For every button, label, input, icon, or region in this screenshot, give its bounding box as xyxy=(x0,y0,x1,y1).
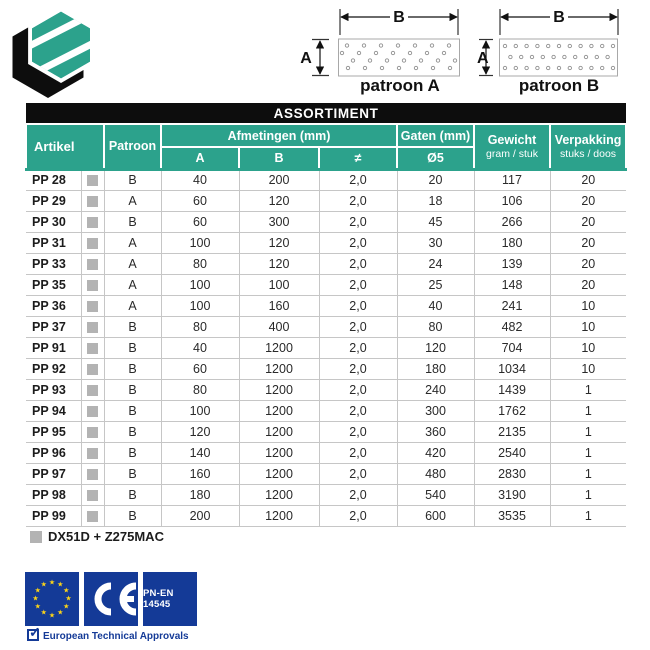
cell-thickness: 2,0 xyxy=(319,505,397,526)
table-row xyxy=(26,463,626,484)
cell-a: 120 xyxy=(161,421,239,442)
cell-thickness: 2,0 xyxy=(319,295,397,316)
table-row xyxy=(26,379,626,400)
table-row xyxy=(26,421,626,442)
table-row xyxy=(26,484,626,505)
col-header-verpakking-sub: stuks / doos xyxy=(560,147,617,160)
cell-a: 40 xyxy=(161,337,239,358)
material-swatch-icon xyxy=(81,358,104,379)
cell-thickness: 2,0 xyxy=(319,274,397,295)
material-swatch-icon xyxy=(81,379,104,400)
cell-gaten: 120 xyxy=(397,337,474,358)
cell-b: 300 xyxy=(239,211,319,232)
cell-verpakking: 10 xyxy=(550,337,626,358)
cell-b: 200 xyxy=(239,169,319,190)
cell-patroon: B xyxy=(104,316,161,337)
material-swatch-icon xyxy=(81,463,104,484)
cell-artikel: PP 28 xyxy=(26,169,81,190)
material-swatch-icon xyxy=(81,253,104,274)
col-header-gewicht-sub: gram / stuk xyxy=(486,147,538,160)
cell-gewicht: 1034 xyxy=(474,358,550,379)
cell-patroon: B xyxy=(104,421,161,442)
table-row xyxy=(26,211,626,232)
cell-verpakking: 20 xyxy=(550,169,626,190)
cell-artikel: PP 94 xyxy=(26,400,81,421)
cell-artikel: PP 33 xyxy=(26,253,81,274)
cell-b: 1200 xyxy=(239,463,319,484)
material-swatch-icon xyxy=(81,232,104,253)
cell-thickness: 2,0 xyxy=(319,253,397,274)
cell-gaten: 240 xyxy=(397,379,474,400)
cell-artikel: PP 98 xyxy=(26,484,81,505)
cell-thickness: 2,0 xyxy=(319,400,397,421)
cell-b: 1200 xyxy=(239,400,319,421)
eu-star-icon: ★ xyxy=(48,579,56,586)
cell-gaten: 180 xyxy=(397,358,474,379)
eta-checkbox-icon xyxy=(27,624,41,641)
patroon-b-caption: patroon B xyxy=(518,76,600,95)
cell-gaten: 300 xyxy=(397,400,474,421)
cell-artikel: PP 29 xyxy=(26,190,81,211)
cell-thickness: 2,0 xyxy=(319,337,397,358)
cell-a: 80 xyxy=(161,253,239,274)
eu-star-icon: ★ xyxy=(57,581,64,589)
table-row xyxy=(26,400,626,421)
cell-artikel: PP 36 xyxy=(26,295,81,316)
cell-patroon: A xyxy=(104,190,161,211)
col-header-verpakking xyxy=(550,124,626,169)
cell-b: 120 xyxy=(239,253,319,274)
col-header-gewicht xyxy=(474,124,550,169)
cell-b: 1200 xyxy=(239,379,319,400)
cell-a: 100 xyxy=(161,232,239,253)
cell-artikel: PP 95 xyxy=(26,421,81,442)
col-header-thickness: ≠ xyxy=(319,147,397,169)
cell-verpakking: 1 xyxy=(550,442,626,463)
material-footnote xyxy=(30,529,164,544)
cell-patroon: B xyxy=(104,379,161,400)
cell-verpakking: 20 xyxy=(550,190,626,211)
cell-thickness: 2,0 xyxy=(319,484,397,505)
cell-artikel: PP 93 xyxy=(26,379,81,400)
cell-patroon: A xyxy=(104,253,161,274)
cell-thickness: 2,0 xyxy=(319,190,397,211)
cell-patroon: A xyxy=(104,274,161,295)
cell-verpakking: 1 xyxy=(550,505,626,526)
material-swatch-icon xyxy=(81,442,104,463)
material-swatch-icon xyxy=(81,211,104,232)
cell-verpakking: 20 xyxy=(550,274,626,295)
cell-patroon: B xyxy=(104,337,161,358)
cell-gewicht: 180 xyxy=(474,232,550,253)
cell-gewicht: 266 xyxy=(474,211,550,232)
cell-gaten: 480 xyxy=(397,463,474,484)
cell-verpakking: 20 xyxy=(550,253,626,274)
cell-gaten: 360 xyxy=(397,421,474,442)
cell-b: 400 xyxy=(239,316,319,337)
material-swatch-icon xyxy=(81,421,104,442)
cell-artikel: PP 30 xyxy=(26,211,81,232)
material-footnote-label: DX51D + Z275MAC xyxy=(48,529,164,544)
cell-artikel: PP 92 xyxy=(26,358,81,379)
cell-gaten: 540 xyxy=(397,484,474,505)
cell-gewicht: 241 xyxy=(474,295,550,316)
cell-verpakking: 10 xyxy=(550,316,626,337)
cell-artikel: PP 35 xyxy=(26,274,81,295)
table-row xyxy=(26,442,626,463)
eu-star-icon: ★ xyxy=(40,581,47,589)
cell-gewicht: 148 xyxy=(474,274,550,295)
eu-star-icon: ★ xyxy=(63,603,70,611)
cell-b: 1200 xyxy=(239,358,319,379)
cell-patroon: B xyxy=(104,505,161,526)
eu-star-icon: ★ xyxy=(65,595,72,603)
cell-verpakking: 10 xyxy=(550,295,626,316)
eu-flag-icon xyxy=(25,572,79,626)
cell-b: 1200 xyxy=(239,337,319,358)
cell-thickness: 2,0 xyxy=(319,358,397,379)
cell-a: 60 xyxy=(161,190,239,211)
eu-star-icon: ★ xyxy=(63,587,70,595)
cell-b: 1200 xyxy=(239,505,319,526)
cell-thickness: 2,0 xyxy=(319,232,397,253)
cell-a: 40 xyxy=(161,169,239,190)
cell-gaten: 18 xyxy=(397,190,474,211)
col-header-a: A xyxy=(161,147,239,169)
certification-logos xyxy=(25,572,197,626)
cell-thickness: 2,0 xyxy=(319,379,397,400)
cell-b: 1200 xyxy=(239,421,319,442)
cell-artikel: PP 96 xyxy=(26,442,81,463)
cell-gaten: 40 xyxy=(397,295,474,316)
cell-gewicht: 1762 xyxy=(474,400,550,421)
patroon-a-diagram xyxy=(300,2,470,78)
cell-b: 120 xyxy=(239,190,319,211)
cell-thickness: 2,0 xyxy=(319,211,397,232)
eu-star-icon: ★ xyxy=(40,609,47,617)
col-header-hole-size: Ø5 xyxy=(397,147,474,169)
cell-patroon: B xyxy=(104,463,161,484)
material-swatch-icon xyxy=(81,169,104,190)
eta-label: European Technical Approvals xyxy=(43,631,189,642)
table-row xyxy=(26,274,626,295)
cell-b: 1200 xyxy=(239,484,319,505)
cell-thickness: 2,0 xyxy=(319,463,397,484)
dim-a-label: A xyxy=(300,50,312,67)
material-swatch-icon xyxy=(81,505,104,526)
assortiment-table-body xyxy=(26,169,626,526)
cell-thickness: 2,0 xyxy=(319,169,397,190)
patroon-a-caption: patroon A xyxy=(360,76,440,95)
cell-verpakking: 10 xyxy=(550,358,626,379)
col-header-b: B xyxy=(239,147,319,169)
dim-b-label: B xyxy=(553,9,565,26)
cell-gaten: 45 xyxy=(397,211,474,232)
cell-verpakking: 20 xyxy=(550,232,626,253)
material-swatch-icon xyxy=(81,484,104,505)
cell-a: 100 xyxy=(161,295,239,316)
hexagon-logo-icon xyxy=(10,5,100,101)
cell-b: 100 xyxy=(239,274,319,295)
col-header-gewicht-title: Gewicht xyxy=(487,132,537,147)
cell-gewicht: 482 xyxy=(474,316,550,337)
ce-mark-icon xyxy=(84,572,138,626)
cell-patroon: B xyxy=(104,442,161,463)
cell-gewicht: 2830 xyxy=(474,463,550,484)
cell-gewicht: 2540 xyxy=(474,442,550,463)
cell-artikel: PP 91 xyxy=(26,337,81,358)
cell-gaten: 80 xyxy=(397,316,474,337)
cell-verpakking: 1 xyxy=(550,463,626,484)
eu-star-icon: ★ xyxy=(48,612,56,619)
cell-gewicht: 139 xyxy=(474,253,550,274)
cell-a: 180 xyxy=(161,484,239,505)
cell-thickness: 2,0 xyxy=(319,421,397,442)
cell-gewicht: 117 xyxy=(474,169,550,190)
cell-verpakking: 1 xyxy=(550,379,626,400)
cell-a: 60 xyxy=(161,358,239,379)
cell-patroon: B xyxy=(104,358,161,379)
cell-a: 60 xyxy=(161,211,239,232)
norm-badge: PN-EN 14545 xyxy=(143,572,197,626)
material-swatch-icon xyxy=(81,337,104,358)
cell-gaten: 30 xyxy=(397,232,474,253)
cell-artikel: PP 37 xyxy=(26,316,81,337)
eu-star-icon: ★ xyxy=(34,603,41,611)
cell-patroon: B xyxy=(104,484,161,505)
cell-artikel: PP 31 xyxy=(26,232,81,253)
material-swatch-icon xyxy=(81,274,104,295)
table-row xyxy=(26,358,626,379)
cell-b: 160 xyxy=(239,295,319,316)
material-swatch-icon xyxy=(81,190,104,211)
cell-verpakking: 1 xyxy=(550,484,626,505)
eta-line xyxy=(27,624,189,642)
cell-patroon: A xyxy=(104,295,161,316)
material-swatch-icon xyxy=(81,295,104,316)
col-header-patroon: Patroon xyxy=(104,124,161,169)
cell-gaten: 20 xyxy=(397,169,474,190)
cell-gaten: 24 xyxy=(397,253,474,274)
cell-verpakking: 1 xyxy=(550,421,626,442)
cell-patroon: B xyxy=(104,169,161,190)
col-header-afmetingen: Afmetingen (mm) xyxy=(161,124,397,147)
cell-patroon: B xyxy=(104,400,161,421)
cell-gaten: 25 xyxy=(397,274,474,295)
assortiment-table xyxy=(25,103,627,527)
cell-gaten: 420 xyxy=(397,442,474,463)
check-icon: ✓ xyxy=(29,624,41,640)
table-row xyxy=(26,295,626,316)
cell-gewicht: 3535 xyxy=(474,505,550,526)
table-row xyxy=(26,232,626,253)
table-row xyxy=(26,316,626,337)
cell-artikel: PP 99 xyxy=(26,505,81,526)
cell-gewicht: 1439 xyxy=(474,379,550,400)
eu-star-icon: ★ xyxy=(34,587,41,595)
patroon-b-diagram xyxy=(476,2,624,78)
cell-a: 80 xyxy=(161,379,239,400)
cell-a: 100 xyxy=(161,274,239,295)
material-swatch-icon xyxy=(81,400,104,421)
dim-b-label: B xyxy=(393,9,405,26)
material-swatch-icon xyxy=(30,531,42,543)
cell-verpakking: 20 xyxy=(550,211,626,232)
cell-gewicht: 2135 xyxy=(474,421,550,442)
cell-thickness: 2,0 xyxy=(319,442,397,463)
table-row xyxy=(26,337,626,358)
table-row xyxy=(26,169,626,190)
col-header-artikel: Artikel xyxy=(26,124,104,169)
table-row xyxy=(26,190,626,211)
cell-b: 120 xyxy=(239,232,319,253)
cell-gewicht: 3190 xyxy=(474,484,550,505)
table-title: ASSORTIMENT xyxy=(26,103,626,124)
cell-a: 80 xyxy=(161,316,239,337)
cell-patroon: A xyxy=(104,232,161,253)
cell-patroon: B xyxy=(104,211,161,232)
col-header-gaten: Gaten (mm) xyxy=(397,124,474,147)
cell-a: 200 xyxy=(161,505,239,526)
cell-verpakking: 1 xyxy=(550,400,626,421)
eu-star-icon: ★ xyxy=(32,595,39,603)
material-swatch-icon xyxy=(81,316,104,337)
cell-a: 160 xyxy=(161,463,239,484)
cell-gewicht: 106 xyxy=(474,190,550,211)
cell-gewicht: 704 xyxy=(474,337,550,358)
dim-a-label: A xyxy=(477,50,489,67)
eu-star-icon: ★ xyxy=(57,609,64,617)
cell-artikel: PP 97 xyxy=(26,463,81,484)
cell-b: 1200 xyxy=(239,442,319,463)
cell-a: 140 xyxy=(161,442,239,463)
table-row xyxy=(26,505,626,526)
table-row xyxy=(26,253,626,274)
cell-a: 100 xyxy=(161,400,239,421)
cell-thickness: 2,0 xyxy=(319,316,397,337)
col-header-verpakking-title: Verpakking xyxy=(554,132,622,147)
cell-gaten: 600 xyxy=(397,505,474,526)
